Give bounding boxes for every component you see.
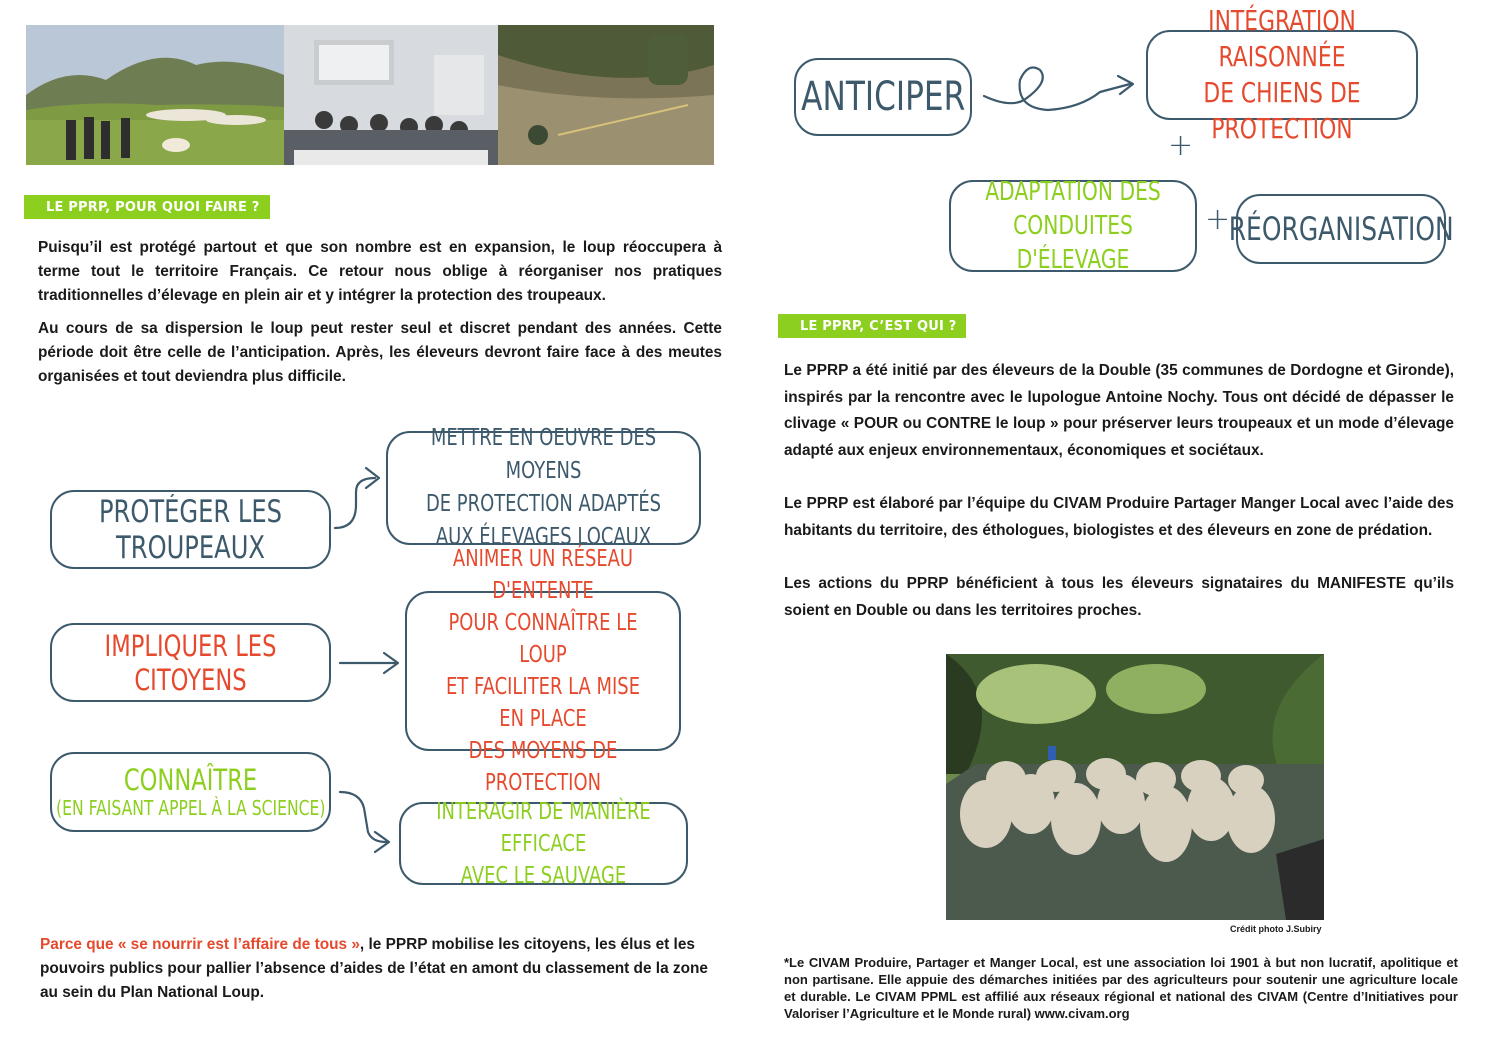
interagir-label: INTERAGIR DE MANIÈRE EFFICACE AVEC LE SAUVAGE [436,798,651,889]
impliquer-citoyens-label: IMPLIQUER LES CITOYENS [104,628,277,697]
paragraph-protection: Puisqu’il est protégé partout et que son nombre est en expansion, le loup réoccupera à terme tout le territoire Français. Ce retour nous oblige à réorganiser nos pratiques traditionnelles d’élevage en plein air et y intégrer la protection des troupeaux. [38,239,722,304]
connaitre-sub-label: (EN FAISANT APPEL À LA SCIENCE) [55,796,326,820]
paragraph-elaboration: Le PPRP est élaboré par l’équipe du CIVAM Produire Partager Manger Local avec l’aide des habitants du territoire, des éthologues, biologistes et des éleveurs en zone de prédation. [784,495,1454,539]
section-tag-c-est-qui: LE PPRP, C’EST QUI ? [788,314,966,338]
adaptation-conduites-box [949,177,1197,275]
photo-sheep-flock-road [946,654,1324,920]
bottom-highlight: Parce que « se nourrir est l’affaire de tous » [40,936,360,953]
integration-chiens-label: INTÉGRATION RAISONNÉE DE CHIENS DE PROTECTION [1203,4,1361,145]
plus-sign-top: + [1168,128,1194,163]
proteger-troupeaux-label: PROTÉGER LES TROUPEAUX [98,493,283,566]
connaitre-label: CONNAÎTRE [123,763,258,797]
plus-sign-middle: + [1205,202,1231,237]
paragraph-actions: Les actions du PPRP bénéficient à tous les éleveurs signataires du MANIFESTE qu’ils soient en Double ou dans les territoires proches. [784,575,1454,619]
reorganisation-label: RÉORGANISATION [1228,210,1454,248]
integration-chiens-box [1146,4,1418,145]
bottom-rest: , le PPRP mobilise les citoyens, les élus et les pouvoirs publics pour pallier l’absence d’aides de l’état en amont du classement de la zone au sein du Plan National Loup. [40,936,708,1001]
paragraph-anticipation: Au cours de sa dispersion le loup peut rester seul et discret pendant des années. Cette période doit être celle de l’anticipation. Après, les éleveurs devront faire face à des meutes organisées et tout deviendra plus difficile. [38,320,722,385]
footnote-civam: *Le CIVAM Produire, Partager et Manger Local, est une association loi 1901 à but non lucratif, apolitique et non partisane. Elle appuie des démarches initiées par des agriculteurs pour soutenir une agriculture locale et durable. Le CIVAM PPML est affilié aux réseaux régional et national des CIVAM (Centre d’Initiatives pour Valoriser l’Agriculture et le Monde rural) www.civam.org [784,955,1458,1021]
mettre-en-oeuvre-label: METTRE EN OEUVRE DES MOYENS DE PROTECTION ADAPTÉS AUX ÉLEVAGES LOCAUX [425,425,662,550]
anticiper-box [794,58,972,136]
section-tag-pour-quoi-faire: LE PPRP, POUR QUOI FAIRE ? [34,195,270,219]
right-text [784,358,1454,633]
adaptation-conduites-label: ADAPTATION DES CONDUITES D'ÉLEVAGE [985,177,1161,275]
anticiper-label: ANTICIPER [800,74,966,120]
reorganisation-box [1228,194,1454,264]
paragraph-initiation: Le PPRP a été initié par des éleveurs de la Double (35 communes de Dordogne et Gironde), inspirés par la rencontre avec le lupologue Antoine Nochy. Tous ont décidé de dépasser le clivage « POUR ou CONTRE le loup » pour préserver leurs troupeaux et un mode d’élevage adapté aux enjeux environnementaux, économiques et sociétaux. [784,362,1454,459]
photo-credit: Crédit photo J.Subiry [1230,924,1322,934]
animer-reseau-label: ANIMER UN RÉSEAU D'ENTENTE POUR CONNAÎTRE LE LOUP ET FACILITER LA MISE EN PLACE DES MOYENS DE PROTECTION [445,546,641,796]
